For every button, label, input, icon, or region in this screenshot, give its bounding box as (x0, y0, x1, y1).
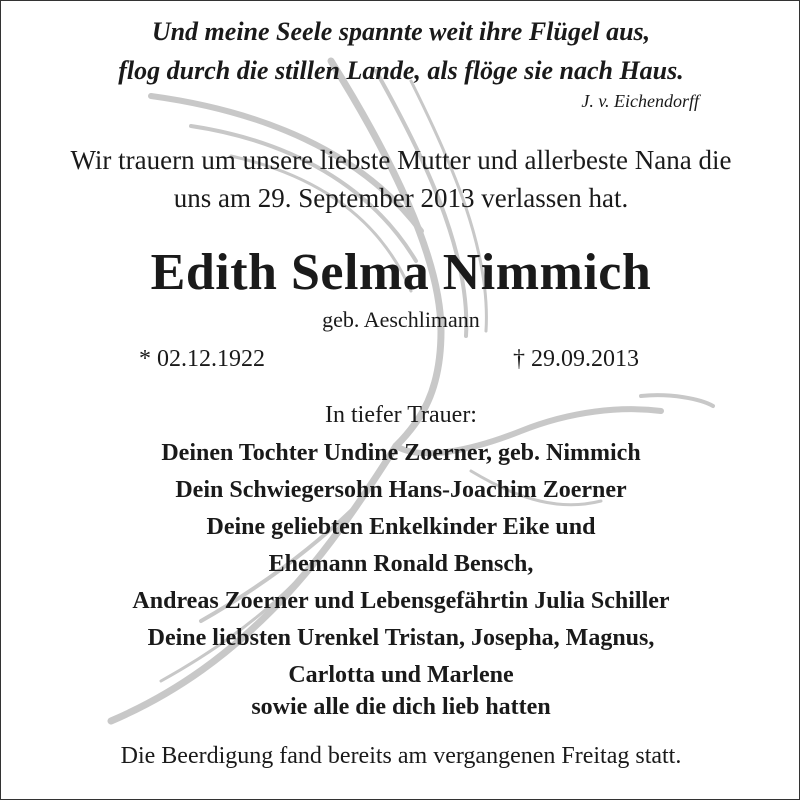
death-date: † 29.09.2013 (513, 346, 639, 372)
verse-line-1: Und meine Seele spannte weit ihre Flügel aus, (151, 17, 651, 46)
mourning-heading: In tiefer Trauer: (325, 402, 477, 428)
verse-author: J. v. Eichendorff (581, 91, 699, 111)
birth-date: * 02.12.1922 (139, 346, 265, 372)
mourner-line: Dein Schwiegersohn Hans-Joachim Zoerner (175, 477, 627, 503)
deceased-name: Edith Selma Nimmich (150, 244, 652, 301)
intro-line-1: Wir trauern um unsere liebste Mutter und allerbeste Nana die (70, 145, 732, 175)
mourner-line: Ehemann Ronald Bensch, (268, 551, 534, 577)
birth-name: geb. Aeschlimann (322, 307, 480, 332)
funeral-note: Die Beerdigung fand bereits am vergangenen Freitag statt. (120, 743, 682, 769)
verse-line-2: flog durch die stillen Lande, als flöge sie nach Haus. (118, 56, 684, 85)
mourner-line: Carlotta und Marlene (288, 662, 514, 688)
mourner-line: Andreas Zoerner und Lebensgefährtin Julia Schiller (132, 588, 670, 614)
mourner-line: Deine liebsten Urenkel Tristan, Josepha, Magnus, (147, 625, 655, 651)
mourner-line: Deine geliebten Enkelkinder Eike und (206, 514, 596, 540)
mourner-line: Deinen Tochter Undine Zoerner, geb. Nimmich (161, 440, 641, 466)
mourner-line: sowie alle die dich lieb hatten (251, 694, 551, 720)
intro-line-2: uns am 29. September 2013 verlassen hat. (173, 183, 629, 213)
